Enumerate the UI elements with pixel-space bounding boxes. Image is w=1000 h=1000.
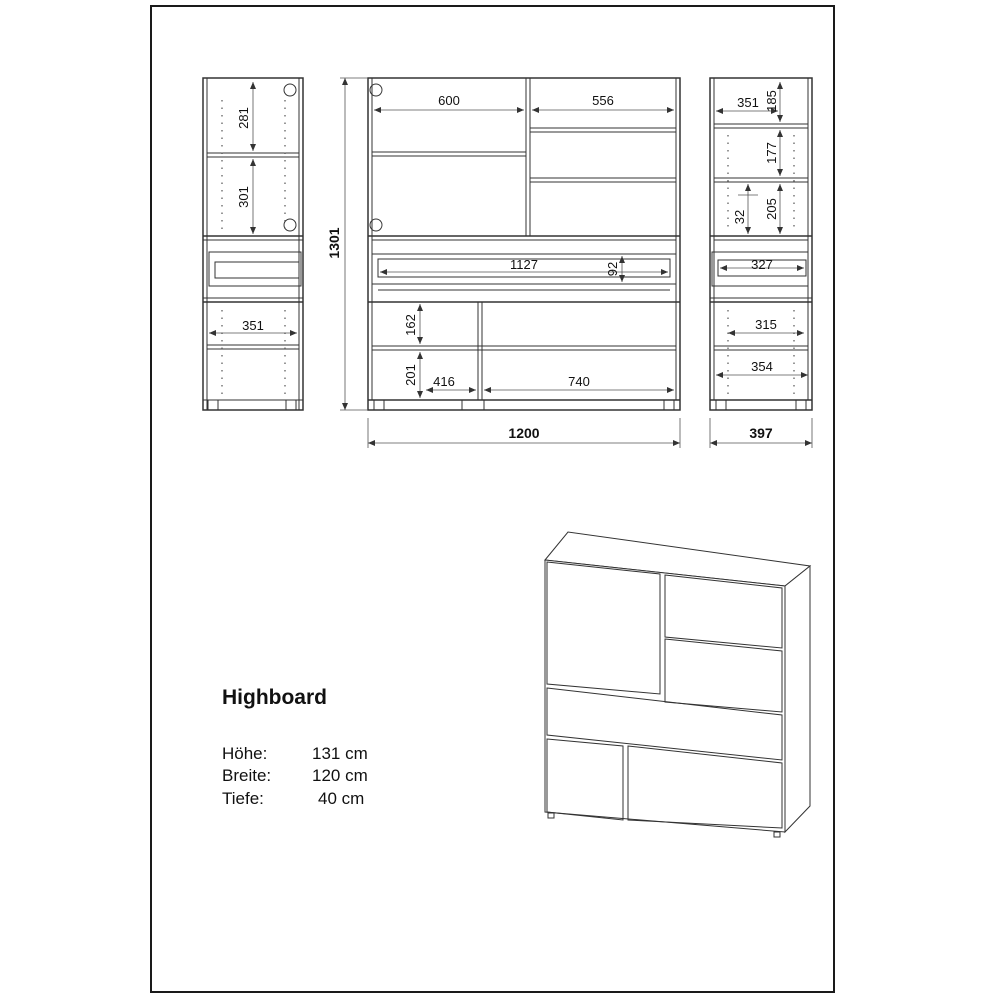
- dim-front-width: 1200: [508, 425, 540, 441]
- dim-right-lower-outer: 354: [751, 359, 773, 374]
- dim-right-lower-inner: 315: [755, 317, 777, 332]
- spec-value: 120 cm: [312, 766, 368, 785]
- dim-left-bottom-width: 351: [242, 318, 264, 333]
- dim-right-shelf-1: 177: [764, 142, 779, 164]
- dim-front-low-right: 740: [568, 374, 590, 389]
- product-title: Highboard: [222, 686, 327, 709]
- spec-label: Breite:: [222, 766, 272, 785]
- dim-right-drawer-width: 327: [751, 257, 773, 272]
- dim-front-top-left: 600: [438, 93, 460, 108]
- dim-front-drawer-height: 92: [605, 261, 620, 277]
- front-view: [326, 78, 680, 448]
- dim-right-shelf-2: 205: [764, 198, 779, 220]
- dim-front-low-left: 416: [433, 374, 455, 389]
- dim-front-low-upper: 162: [403, 314, 418, 336]
- spec-value: 131 cm: [312, 744, 368, 763]
- dim-left-top-shelf: 281: [236, 107, 251, 129]
- right-section-view: [710, 78, 812, 448]
- dim-right-top-height: 185: [764, 90, 779, 112]
- spec-value: 40 cm: [318, 789, 365, 808]
- dim-front-height: 1301: [326, 227, 342, 259]
- dim-front-low-lower: 201: [403, 364, 418, 386]
- dim-right-top-width: 351: [737, 95, 759, 110]
- dim-left-mid-shelf: 301: [236, 186, 251, 208]
- dim-right-small: 32: [732, 209, 747, 225]
- spec-label: Höhe:: [222, 744, 268, 763]
- dim-front-drawer: 1127: [510, 257, 538, 272]
- dim-front-top-right: 556: [592, 93, 614, 108]
- isometric-view: [545, 532, 810, 837]
- spec-label: Tiefe:: [222, 789, 264, 808]
- left-section-view: [203, 78, 303, 410]
- dim-right-depth: 397: [749, 425, 773, 441]
